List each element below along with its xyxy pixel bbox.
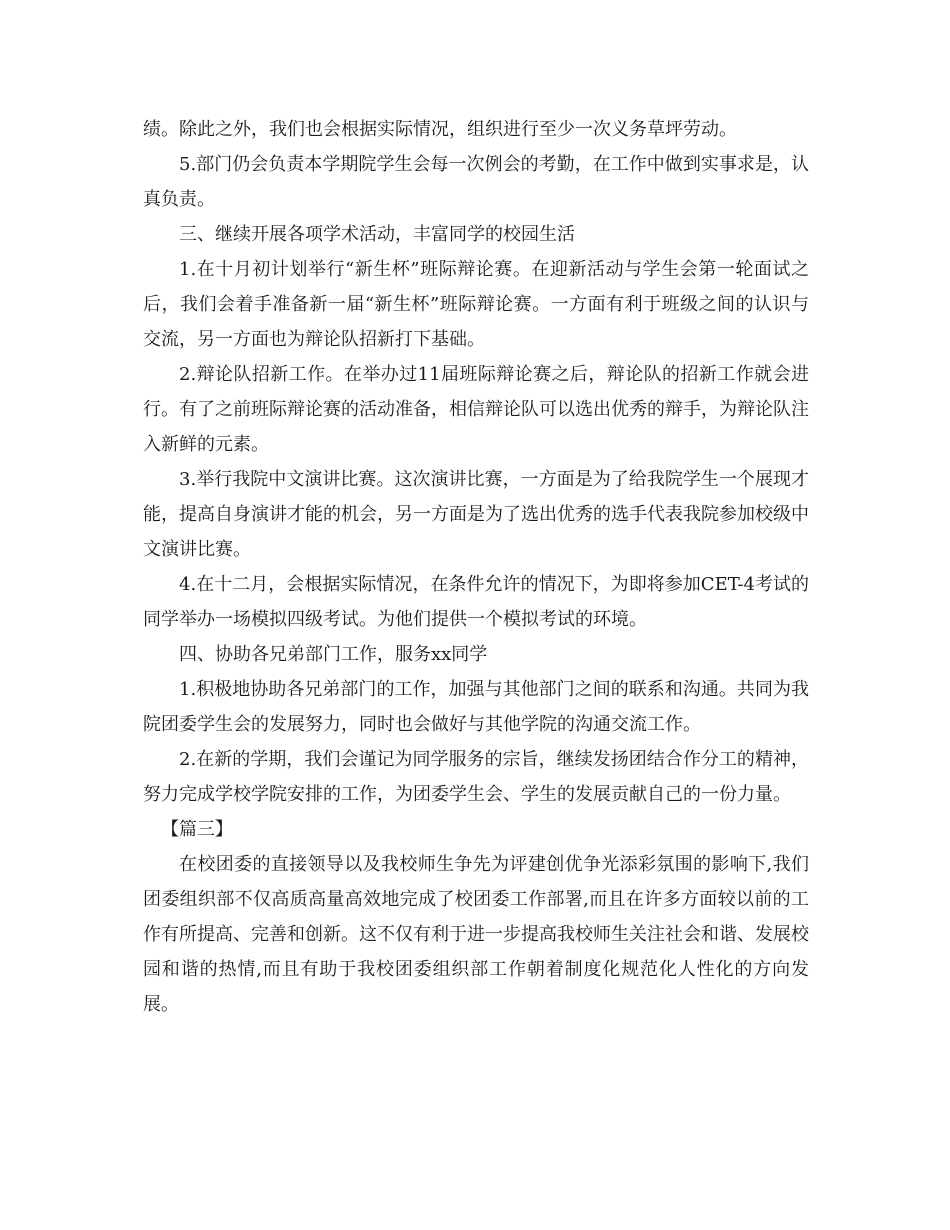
section-heading-4: 四、协助各兄弟部门工作，服务xx同学 xyxy=(179,644,488,665)
paragraph-item-1-assist: 1.积极地协助各兄弟部门的工作，加强与其他部门之间的联系和沟通。共同为我院团委学生会的发展努力，同时也会做好与其他学院的沟通交流工作。 xyxy=(143,679,809,735)
section-heading-3: 三、继续开展各项学术活动，丰富同学的校园生活 xyxy=(179,224,575,245)
paragraph-item-4-exam: 4.在十二月，会根据实际情况，在条件允许的情况下，为即将参加CET-4考试的同学举办一场模拟四级考试。为他们提供一个模拟考试的环境。 xyxy=(143,574,809,630)
part-label: 【篇三】 xyxy=(161,819,233,840)
paragraph-part3-intro: 在校团委的直接领导以及我校师生争先为评建创优争光添彩氛围的影响下,我们团委组织部不仅高质高量高效地完成了校团委工作部署,而且在许多方面较以前的工作有所提高、完善和创新。这不仅有利于进一步提高我校师生关注社会和谐、发展校园和谐的热情,而且有助于我校团委组织部工作朝着制度化规范化人性化的方向发展。 xyxy=(143,854,809,1015)
paragraph-item-1-debate: 1.在十月初计划举行“新生杯”班际辩论赛。在迎新活动与学生会第一轮面试之后，我们会着手准备新一届“新生杯”班际辩论赛。一方面有利于班级之间的认识与交流，另一方面也为辩论队招新打下基础。 xyxy=(143,259,809,350)
paragraph-item-5: 5.部门仍会负责本学期院学生会每一次例会的考勤，在工作中做到实事求是，认真负责。 xyxy=(143,154,809,210)
paragraph-continuation: 绩。除此之外，我们也会根据实际情况，组织进行至少一次义务草坪劳动。 xyxy=(143,119,737,140)
paragraph-item-3-speech: 3.举行我院中文演讲比赛。这次演讲比赛，一方面是为了给我院学生一个展现才能，提高自身演讲才能的机会，另一方面是为了选出优秀的选手代表我院参加校级中文演讲比赛。 xyxy=(143,469,809,560)
document-body xyxy=(143,112,809,1022)
paragraph-item-2-serve: 2.在新的学期，我们会谨记为同学服务的宗旨，继续发扬团结合作分工的精神，努力完成学校学院安排的工作，为团委学生会、学生的发展贡献自己的一份力量。 xyxy=(143,749,809,805)
paragraph-item-2-recruit: 2.辩论队招新工作。在举办过11届班际辩论赛之后，辩论队的招新工作就会进行。有了之前班际辩论赛的活动准备，相信辩论队可以选出优秀的辩手，为辩论队注入新鲜的元素。 xyxy=(143,364,809,455)
